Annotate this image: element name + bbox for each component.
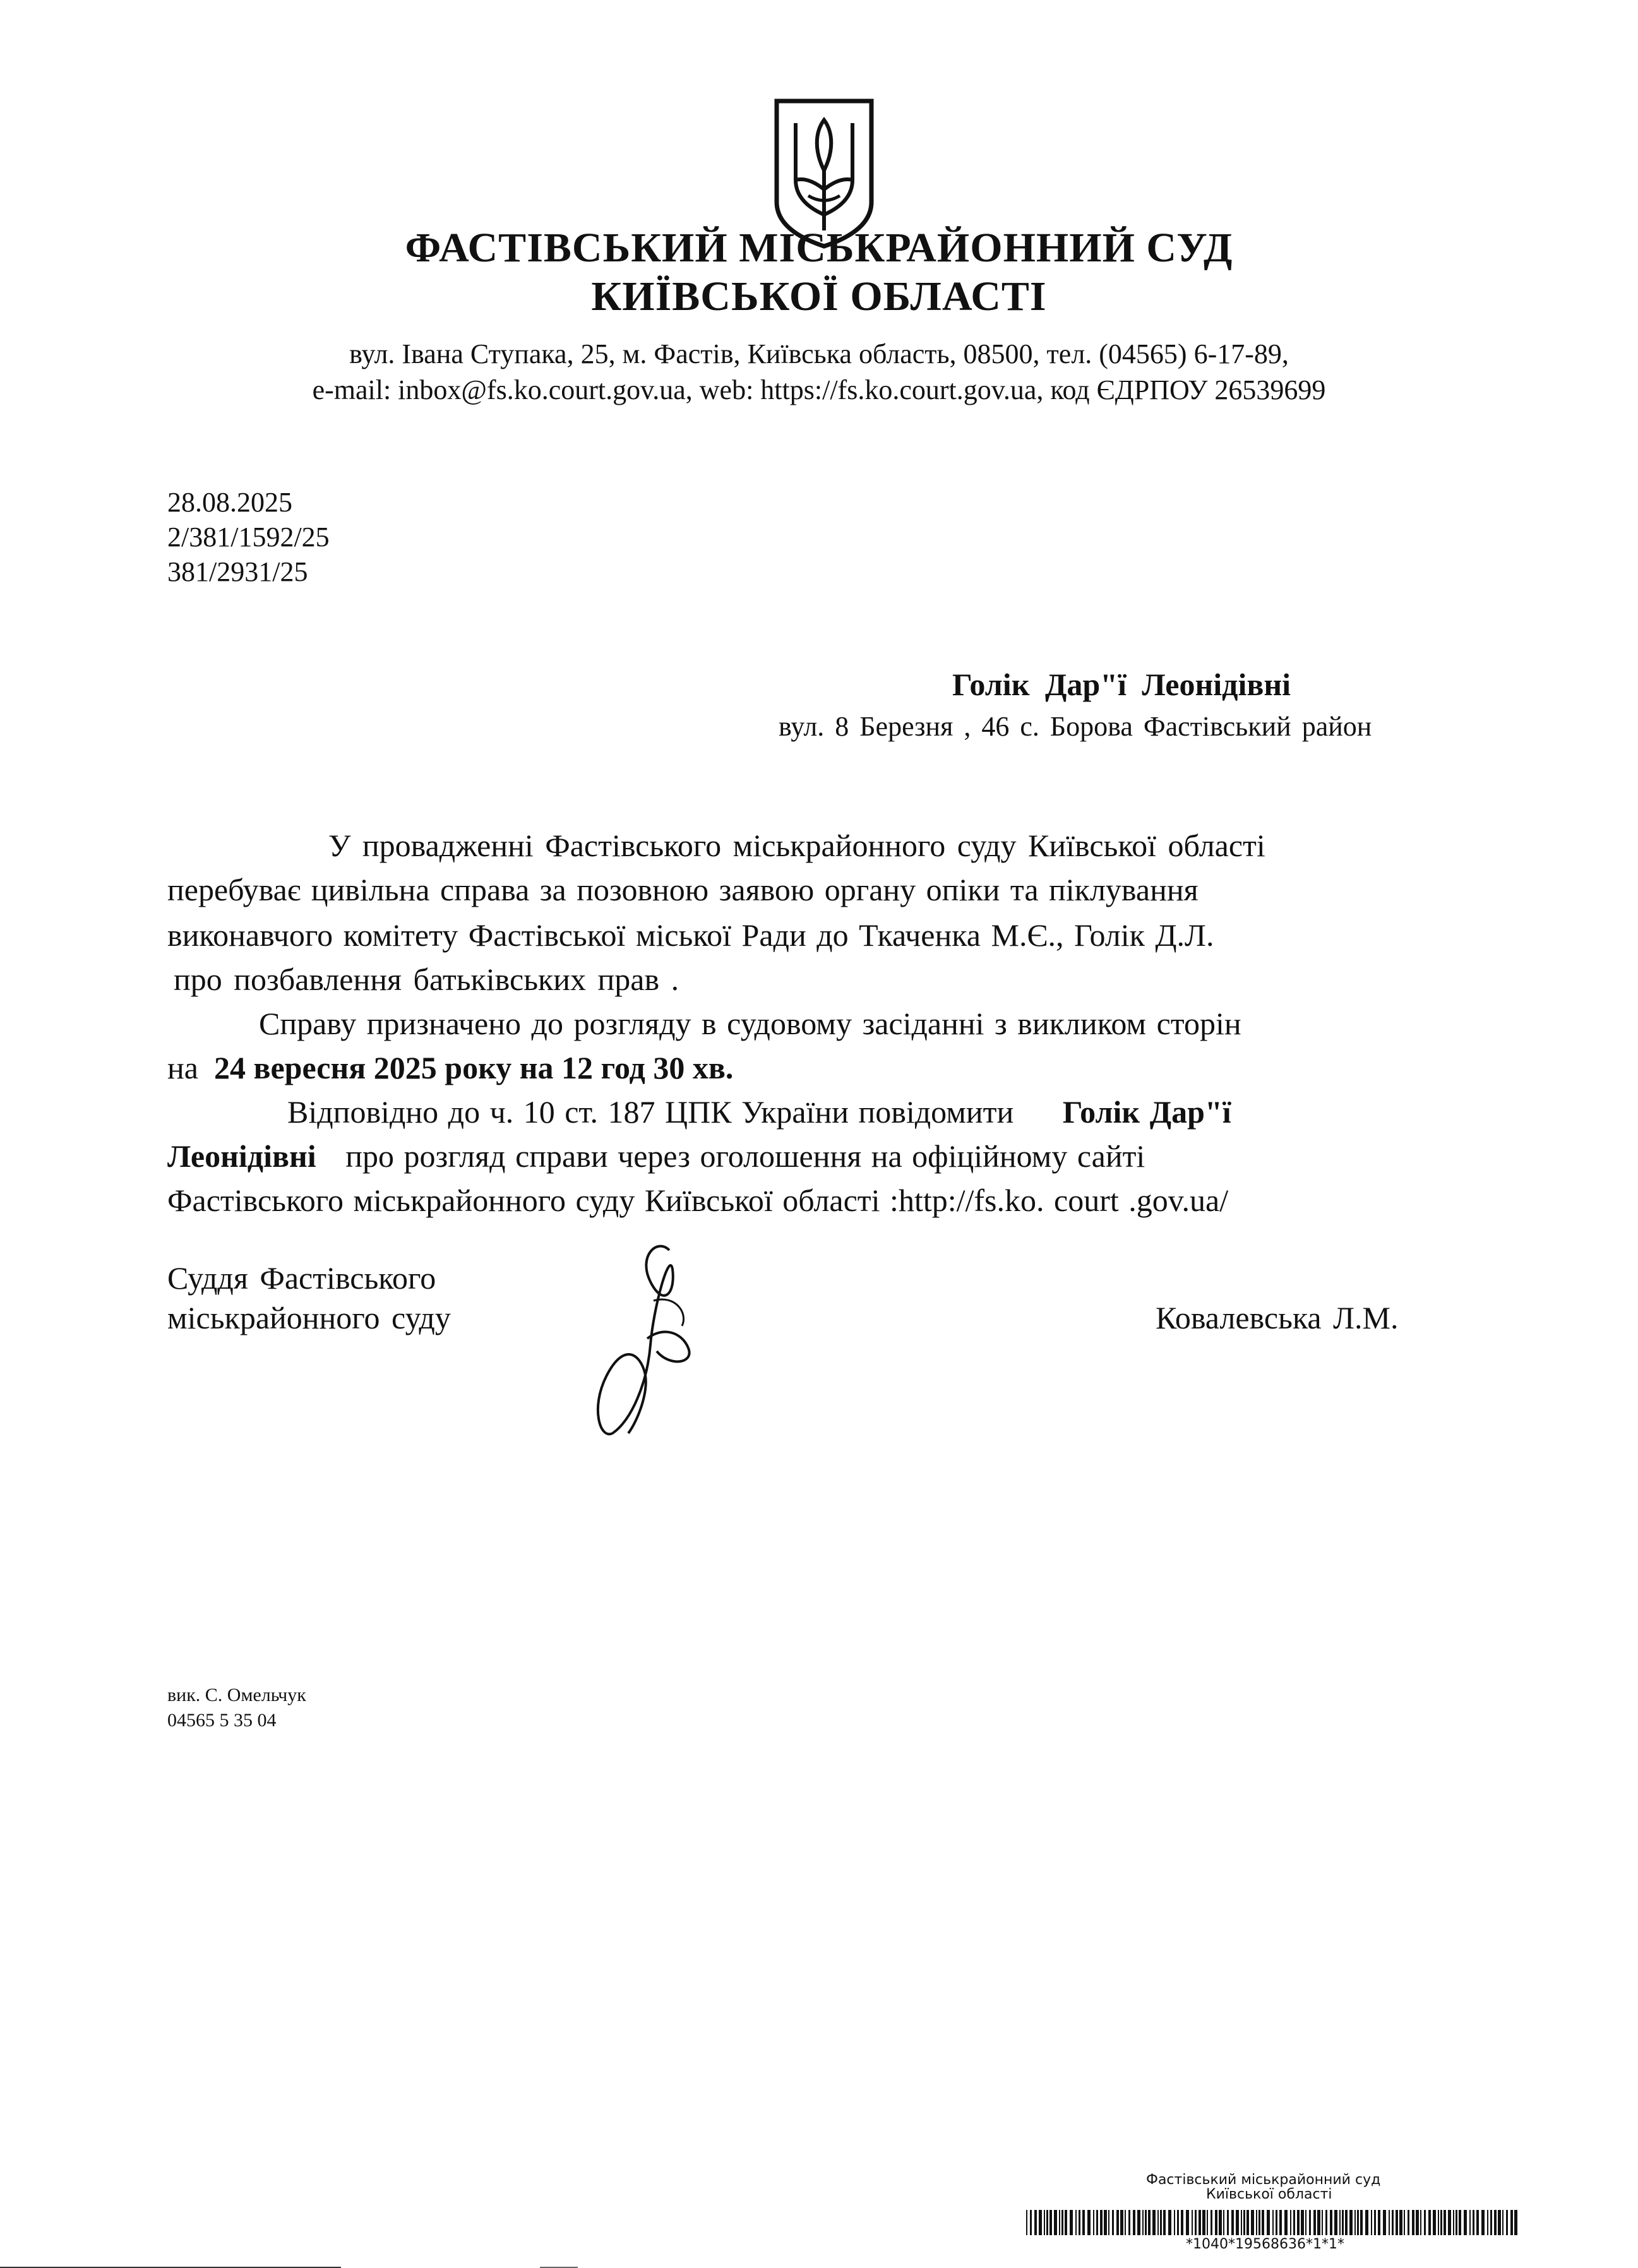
judge-name: Ковалевська Л.М. <box>1156 1300 1399 1335</box>
barcode-bar <box>1192 2210 1193 2235</box>
barcode-bar <box>1301 2210 1304 2235</box>
barcode-bar <box>1498 2210 1501 2235</box>
stamp-region: Київської області <box>1206 2187 1332 2202</box>
barcode-code: *1040*19568636*1*1* <box>1186 2236 1344 2252</box>
notice-text: про розгляд справи через оголошення на офіційному сайті <box>345 1138 1145 1174</box>
barcode-bar <box>1510 2210 1513 2235</box>
barcode-bar <box>1128 2210 1130 2235</box>
judge-title: Суддя Фастівського <box>167 1260 436 1296</box>
barcode-bar <box>1070 2210 1073 2235</box>
barcode-bar <box>1305 2210 1306 2235</box>
body-line: Справу призначено до розгляду в судовому засіданні з викликом сторін <box>259 1006 1241 1041</box>
barcode-bar <box>1502 2210 1503 2235</box>
court-name: ФАСТІВСЬКИЙ МІСЬКРАЙОННИЙ СУД <box>405 225 1233 271</box>
barcode-bar <box>1258 2210 1260 2235</box>
barcode-bar <box>1412 2210 1414 2235</box>
barcode-bar <box>1096 2210 1098 2235</box>
barcode-bar <box>1433 2210 1436 2235</box>
barcode-bar <box>1262 2210 1264 2235</box>
barcode-bar <box>1476 2210 1479 2235</box>
barcode-bar <box>1186 2210 1189 2235</box>
barcode-bar <box>1297 2210 1300 2235</box>
body-line: виконавчого комітету Фастівської міської Ради до Ткаченка М.Є., Голік Д.Л. <box>167 917 1214 953</box>
barcode-bar <box>1160 2210 1162 2235</box>
letter-date: 28.08.2025 <box>167 487 292 518</box>
barcode-bar <box>1152 2210 1156 2235</box>
barcode-bar <box>1424 2210 1426 2235</box>
recipient-patronymic-inline: Леонідівні <box>167 1138 316 1174</box>
barcode-bar <box>1469 2210 1471 2235</box>
barcode-bar <box>1360 2210 1363 2235</box>
barcode-bar <box>1174 2210 1175 2235</box>
barcode-bar <box>1440 2210 1442 2235</box>
proceeding-number: 381/2931/25 <box>167 556 308 587</box>
barcode-bar <box>1100 2210 1103 2235</box>
barcode-bar <box>1246 2210 1249 2235</box>
barcode-bar <box>1284 2210 1288 2235</box>
barcode-bar <box>1322 2210 1323 2235</box>
barcode-bar <box>1378 2210 1380 2235</box>
barcode-bar <box>1243 2210 1245 2235</box>
barcode-bar <box>1334 2210 1337 2235</box>
barcode-bar <box>1272 2210 1274 2235</box>
barcode-bar <box>1034 2210 1037 2235</box>
notice-text: Відповідно до ч. 10 ст. 187 ЦПК України повідомити <box>287 1094 1014 1130</box>
barcode-bar <box>1290 2210 1291 2235</box>
barcode-bar <box>1231 2210 1234 2235</box>
barcode-bar <box>1389 2210 1390 2235</box>
barcode-bar <box>1279 2210 1282 2235</box>
barcode-bar <box>1236 2210 1239 2235</box>
barcode-bar <box>1330 2210 1332 2235</box>
barcode-bar <box>1473 2210 1474 2235</box>
hearing-line <box>167 1049 733 1086</box>
body-line: У провадженні Фастівського міськрайонного суду Київської області <box>328 828 1265 863</box>
barcode-bar <box>1046 2210 1048 2235</box>
barcode-bar <box>1223 2210 1224 2235</box>
hearing-datetime: 24 вересня 2025 року на 12 год 30 хв. <box>213 1050 734 1085</box>
barcode-bar <box>1256 2210 1257 2235</box>
barcode-bar <box>1065 2210 1067 2235</box>
barcode-bar <box>1371 2210 1372 2235</box>
barcode-bar <box>1487 2210 1488 2235</box>
barcode-bar <box>1404 2210 1405 2235</box>
barcode-bar <box>1030 2210 1032 2235</box>
barcode-bar <box>1195 2210 1197 2235</box>
barcode-bar <box>1392 2210 1394 2235</box>
barcode-bar <box>1416 2210 1419 2235</box>
recipient-name: Голік Дар"ї Леонідівні <box>952 667 1291 702</box>
barcode-bar <box>1079 2210 1080 2235</box>
barcode-bar <box>1396 2210 1398 2235</box>
barcode-bar <box>1408 2210 1409 2235</box>
barcode-bar <box>1137 2210 1140 2235</box>
barcode-bar <box>1420 2210 1421 2235</box>
barcode-bar <box>1357 2210 1359 2235</box>
barcode-bar <box>1444 2210 1446 2235</box>
barcode-bar <box>1125 2210 1126 2235</box>
barcode-bar <box>1145 2210 1147 2235</box>
barcode-bar <box>1049 2210 1052 2235</box>
barcode-bar <box>1365 2210 1368 2235</box>
barcode-bar <box>1087 2210 1091 2235</box>
case-number: 2/381/1592/25 <box>167 522 330 552</box>
barcode-bar <box>1075 2210 1077 2235</box>
court-address: вул. Івана Ступака, 25, м. Фастів, Київська область, 08500, тел. (04565) 6-17-89, <box>349 338 1289 369</box>
hearing-prefix: на <box>167 1050 198 1085</box>
barcode-bar <box>1026 2210 1027 2235</box>
barcode-bar <box>1453 2210 1454 2235</box>
executor-phone: 04565 5 35 04 <box>167 1710 277 1731</box>
barcode-bar <box>1082 2210 1085 2235</box>
barcode-bar <box>1112 2210 1114 2235</box>
body-line: про позбавлення батьківських прав . <box>174 962 679 997</box>
court-contacts: e-mail: inbox@fs.ko.court.gov.ua, web: https://fs.ko.court.gov.ua, код ЄДРПОУ 26539699 <box>312 374 1326 405</box>
barcode-bar <box>1142 2210 1144 2235</box>
barcode-bar <box>1054 2210 1057 2235</box>
barcode-bar <box>1438 2210 1439 2235</box>
barcode-bar <box>1309 2210 1311 2235</box>
body-line: Фастівського міськрайонного суду Київської області :http://fs.ko. court .gov.ua/ <box>167 1183 1229 1218</box>
barcode-bar <box>1241 2210 1242 2235</box>
barcode-bar <box>1251 2210 1254 2235</box>
barcode-bar <box>1168 2210 1171 2235</box>
barcode-bar <box>1059 2210 1060 2235</box>
barcode-bar <box>1342 2210 1344 2235</box>
barcode-bar <box>1093 2210 1094 2235</box>
executor-name: вик. С. Омельчук <box>167 1685 306 1705</box>
barcode-bar <box>1506 2210 1508 2235</box>
barcode-bar <box>1383 2210 1386 2235</box>
barcode-bar <box>1345 2210 1348 2235</box>
barcode-bar <box>1219 2210 1222 2235</box>
barcode-bar <box>1199 2210 1201 2235</box>
barcode-bar <box>1120 2210 1123 2235</box>
barcode-bar <box>1276 2210 1277 2235</box>
barcode-bar <box>1044 2210 1045 2235</box>
barcode-bar <box>1267 2210 1270 2235</box>
barcode-bar <box>1157 2210 1159 2235</box>
barcode-bar <box>1456 2210 1457 2235</box>
barcode-bar <box>1202 2210 1205 2235</box>
barcode-bar <box>1481 2210 1485 2235</box>
barcode-bar <box>1514 2210 1517 2235</box>
barcode-bar <box>1293 2210 1295 2235</box>
barcode-bar <box>1490 2210 1492 2235</box>
barcode-bar <box>1163 2210 1166 2235</box>
judge-court: міськрайонного суду <box>167 1300 451 1335</box>
barcode-bar <box>1349 2210 1353 2235</box>
barcode-bar <box>1104 2210 1107 2235</box>
barcode-bar <box>1459 2210 1461 2235</box>
court-region: КИЇВСЬКОЇ ОБЛАСТІ <box>591 273 1047 319</box>
notice-line <box>167 1138 1145 1174</box>
stamp-court: Фастівський міськрайонний суд <box>1146 2172 1381 2188</box>
barcode-bar <box>1448 2210 1451 2235</box>
barcode-bar <box>1339 2210 1341 2235</box>
barcode-bar <box>1116 2210 1119 2235</box>
barcode-bar <box>1207 2210 1208 2235</box>
recipient-name-inline: Голік Дар"ї <box>1062 1094 1231 1130</box>
barcode-bar <box>1177 2210 1179 2235</box>
barcode-bar <box>1354 2210 1356 2235</box>
notice-line <box>287 1094 1231 1130</box>
barcode-bar <box>1148 2210 1151 2235</box>
barcode-bar <box>1227 2210 1229 2235</box>
barcode-bar <box>1215 2210 1217 2235</box>
barcode-bar <box>1313 2210 1316 2235</box>
barcode-bar <box>1039 2210 1042 2235</box>
barcode-bar <box>1464 2210 1467 2235</box>
handwritten-signature <box>594 1231 720 1446</box>
barcode-bar <box>1494 2210 1497 2235</box>
barcode-bar <box>1181 2210 1183 2235</box>
barcode-bar <box>1374 2210 1376 2235</box>
barcode-bar <box>1061 2210 1063 2235</box>
recipient-address: вул. 8 Березня , 46 с. Борова Фастівський район <box>779 711 1372 742</box>
barcode-bar <box>1211 2210 1212 2235</box>
barcode-bar <box>1428 2210 1431 2235</box>
barcode-bar <box>1317 2210 1320 2235</box>
barcode-bar <box>1399 2210 1402 2235</box>
barcode-bar <box>1108 2210 1109 2235</box>
barcode <box>1026 2210 1522 2235</box>
barcode-bar <box>1325 2210 1327 2235</box>
barcode-bar <box>1133 2210 1135 2235</box>
body-line: перебуває цивільна справа за позовною заявою органу опіки та піклування <box>167 872 1199 907</box>
